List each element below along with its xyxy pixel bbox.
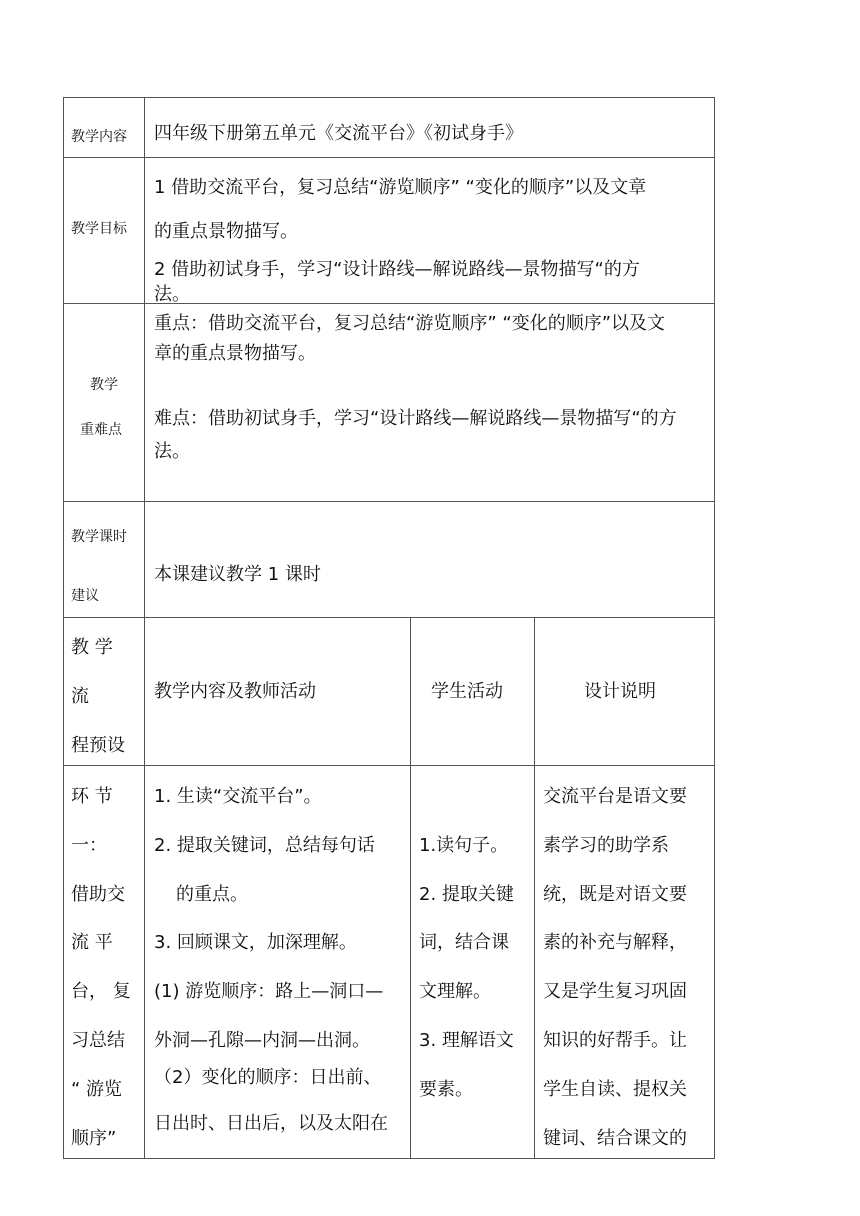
teacher-activity-line: (1) 游览顺序：路上—洞口— (154, 981, 384, 1002)
teacher-activity-line: 日出时、日出后，以及太阳在 (154, 1113, 388, 1134)
column-header-teacher-activity: 教学内容及教师活动 (154, 681, 316, 702)
student-activity-line: 文理解。 (419, 981, 491, 1002)
row-divider-3 (63, 501, 715, 502)
teacher-activity-line: 的重点。 (176, 884, 248, 905)
teacher-activity-line: 3. 回顾课文，加深理解。 (154, 932, 357, 953)
process-label-line: 教 学 (71, 637, 113, 658)
row-label-key-points-2: 重难点 (80, 422, 122, 438)
student-activity-line: 要素。 (419, 1079, 473, 1100)
stage-label-line: 顺序” (71, 1128, 117, 1149)
goal-line: 1 借助交流平台，复习总结“游览顺序” “变化的顺序”以及文章 (154, 177, 647, 198)
teacher-activity-line: 1. 生读“交流平台”。 (154, 786, 322, 807)
teaching-content-text: 四年级下册第五单元《交流平台》《初试身手》 (154, 123, 523, 144)
key-point-line: 章的重点景物描写。 (154, 343, 316, 364)
student-column-divider (410, 617, 411, 1159)
goal-line: 的重点景物描写。 (154, 221, 298, 242)
student-activity-line: 1.读句子。 (419, 835, 509, 856)
table-border-left (63, 97, 64, 1159)
teacher-activity-line: 2. 提取关键词，总结每句话 (154, 835, 375, 856)
label-column-divider (144, 97, 145, 1159)
design-note-line: 素学习的助学系 (543, 835, 669, 856)
table-border-top (63, 97, 715, 98)
design-note-line: 知识的好帮手。让 (543, 1030, 687, 1051)
difficulty-line: 法。 (154, 441, 190, 462)
row-label-key-points-1: 教学 (90, 377, 118, 393)
stage-label-line: 习总结 (71, 1030, 125, 1051)
row-divider-5 (63, 765, 715, 766)
row-divider-4 (63, 617, 715, 618)
stage-label-line: 环 节 (71, 786, 113, 807)
column-header-design-notes: 设计说明 (584, 681, 656, 702)
stage-label-line: 台， 复 (71, 981, 131, 1002)
row-label-class-hours-1: 教学课时 (71, 529, 127, 545)
row-label-teaching-goals: 教学目标 (71, 221, 127, 237)
teacher-activity-line: （2）变化的顺序：日出前、 (154, 1067, 382, 1088)
stage-label-line: 一： (71, 835, 107, 856)
row-divider-1 (63, 157, 715, 158)
stage-label-line: 借助交 (71, 884, 125, 905)
design-note-line: 素的补充与解释， (543, 932, 687, 953)
design-note-line: 统，既是对语文要 (543, 884, 687, 905)
column-header-student-activity: 学生活动 (431, 681, 503, 702)
row-label-class-hours-2: 建议 (71, 588, 99, 604)
design-note-line: 学生自读、提权关 (543, 1079, 687, 1100)
stage-label-line: 流 平 (71, 932, 113, 953)
design-note-line: 又是学生复习巩固 (543, 981, 687, 1002)
table-border-bottom (63, 1158, 715, 1159)
row-label-teaching-content: 教学内容 (71, 129, 127, 145)
student-activity-line: 3. 理解语文 (419, 1030, 514, 1051)
class-hours-text: 本课建议教学 1 课时 (154, 564, 321, 585)
student-activity-line: 词，结合课 (419, 932, 509, 953)
note-column-divider (534, 617, 535, 1159)
difficulty-line: 难点：借助初试身手，学习“设计路线—解说路线—景物描写“的方 (154, 408, 677, 429)
student-activity-line: 2. 提取关键 (419, 884, 514, 905)
process-label-line: 流 (71, 686, 89, 707)
design-note-line: 交流平台是语文要 (543, 786, 687, 807)
key-point-line: 重点：借助交流平台，复习总结“游览顺序” “变化的顺序”以及文 (154, 313, 666, 334)
goal-line: 法。 (154, 284, 190, 305)
goal-line: 2 借助初试身手，学习“设计路线—解说路线—景物描写“的方 (154, 259, 640, 280)
teacher-activity-line: 外洞—孔隙—内洞—出洞。 (154, 1030, 370, 1051)
process-label-line: 程预设 (71, 735, 125, 756)
stage-label-line: “ 游览 (71, 1079, 123, 1100)
design-note-line: 键词、结合课文的 (543, 1128, 687, 1149)
table-border-right (714, 97, 715, 1159)
